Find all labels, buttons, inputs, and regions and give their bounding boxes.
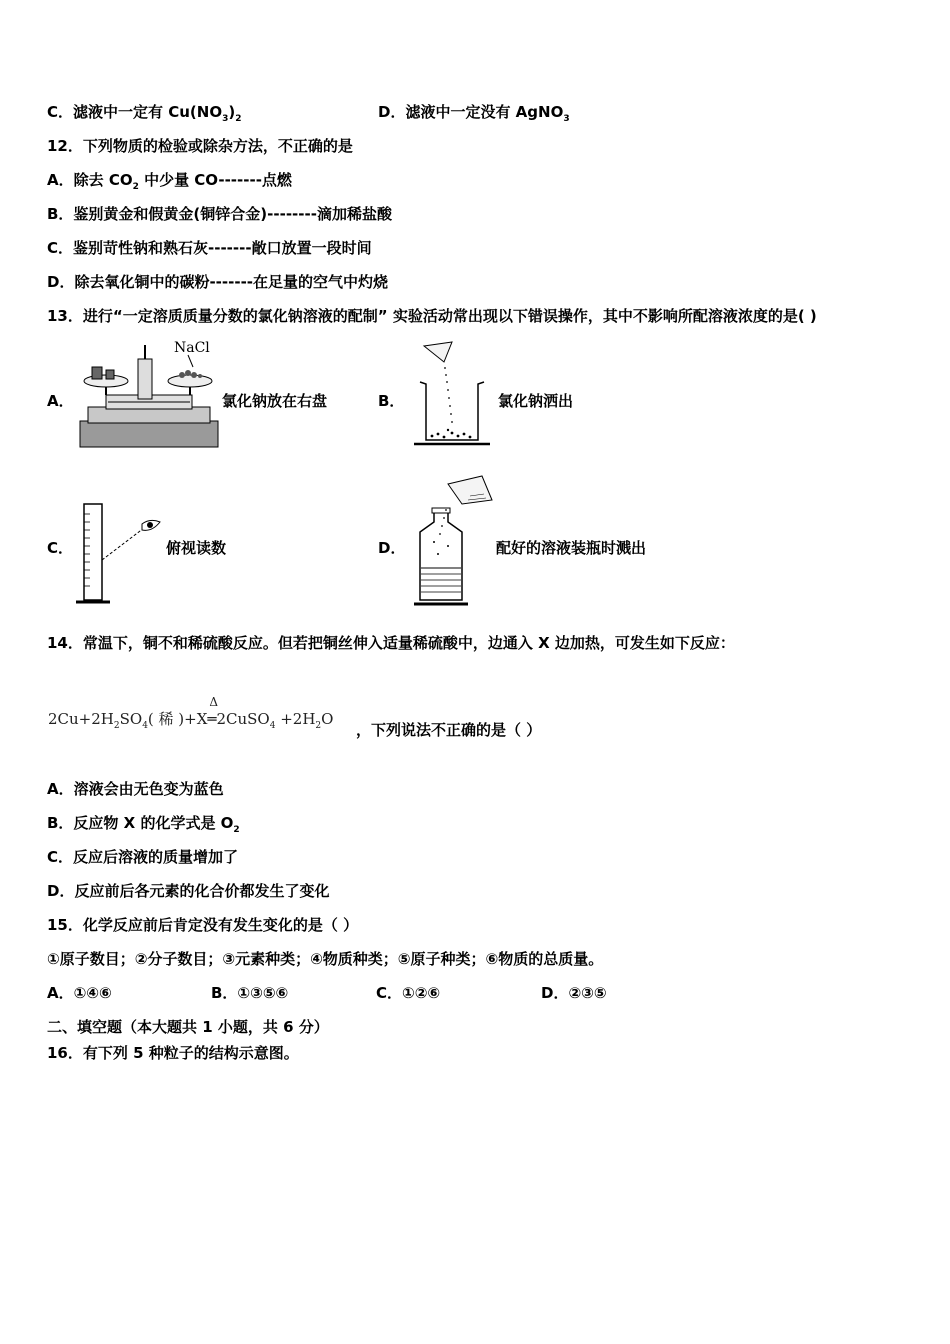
q13-b-label: 氯化钠洒出 bbox=[498, 392, 574, 410]
q12-option-d: D．除去氧化铜中的碳粉-------在足量的空气中灼烧 bbox=[47, 273, 389, 291]
q15-stem: 15．化学反应前后肯定没有发生变化的是（ ） bbox=[47, 916, 359, 934]
q14-equation-tail: ，下列说法不正确的是（ ） bbox=[356, 721, 542, 739]
beaker-spill-figure bbox=[412, 340, 492, 448]
q12-option-a: A．除去 $CO_2$ 中少量 CO-------点燃 bbox=[47, 171, 292, 192]
q13-c-letter: C． bbox=[47, 539, 74, 557]
q14-option-b: B．反应物 X 的化学式是 $O_2$ bbox=[47, 814, 240, 835]
q13-d-label: 配好的溶液装瓶时溅出 bbox=[496, 539, 647, 557]
cylinder-reading-figure bbox=[72, 500, 164, 608]
q14-stem: 14．常温下，铜不和稀硫酸反应。但若把铜丝伸入适量稀硫酸中，边通入 X 边加热，可发生如下反应： bbox=[47, 634, 735, 652]
section-heading: 二、填空题（本大题共 1 小题，共 6 分） bbox=[47, 1018, 329, 1036]
eye-icon bbox=[142, 520, 160, 530]
q15-option-c: C．①②⑥ bbox=[376, 984, 441, 1002]
balance-scale-figure bbox=[78, 337, 220, 449]
q13-d-letter: D． bbox=[378, 539, 406, 557]
q13-b-letter: B． bbox=[378, 392, 405, 410]
q13-c-label: 俯视读数 bbox=[166, 539, 227, 557]
q13-a-letter: A． bbox=[47, 392, 74, 410]
q14-equation: $2Cu+2H_2SO_4$( 稀 )+X Δ ═2CuSO$_4$ $+2H_2O$ bbox=[48, 695, 334, 731]
q15-option-b: B．①③⑤⑥ bbox=[211, 984, 289, 1002]
q13-a-label: 氯化钠放在右盘 bbox=[222, 392, 328, 410]
bottle-pour-figure bbox=[412, 474, 500, 608]
q14-option-a: A．溶液会由无色变为蓝色 bbox=[47, 780, 224, 798]
q15-option-d: D．②③⑤ bbox=[541, 984, 607, 1002]
q12-option-c: C．鉴别苛性钠和熟石灰-------敞口放置一段时间 bbox=[47, 239, 372, 257]
q16-stem: 16．有下列 5 种粒子的结构示意图。 bbox=[47, 1044, 299, 1062]
q12-stem: 12．下列物质的检验或除杂方法，不正确的是 bbox=[47, 137, 353, 155]
q14-option-c: C．反应后溶液的质量增加了 bbox=[47, 848, 239, 866]
q12-option-b: B．鉴别黄金和假黄金(铜锌合金)--------滴加稀盐酸 bbox=[47, 205, 392, 223]
q15-items: ①原子数目；②分子数目；③元素种类；④物质种类；⑤原子种类；⑥物质的总质量。 bbox=[47, 950, 604, 968]
q11-option-d: D．滤液中一定没有 AgNO$_3$ bbox=[378, 103, 570, 124]
q15-option-a: A．①④⑥ bbox=[47, 984, 112, 1002]
q13-stem: 13．进行“一定溶质质量分数的氯化钠溶液的配制” 实验活动常出现以下错误操作，其中不影响所配溶液浓度的是( ) bbox=[47, 307, 817, 325]
q14-option-d: D．反应前后各元素的化合价都发生了变化 bbox=[47, 882, 330, 900]
nacl-label: NaCl bbox=[174, 340, 210, 356]
q11-option-c: C．滤液中一定有 $Cu(NO_3)_2$ bbox=[47, 103, 242, 124]
